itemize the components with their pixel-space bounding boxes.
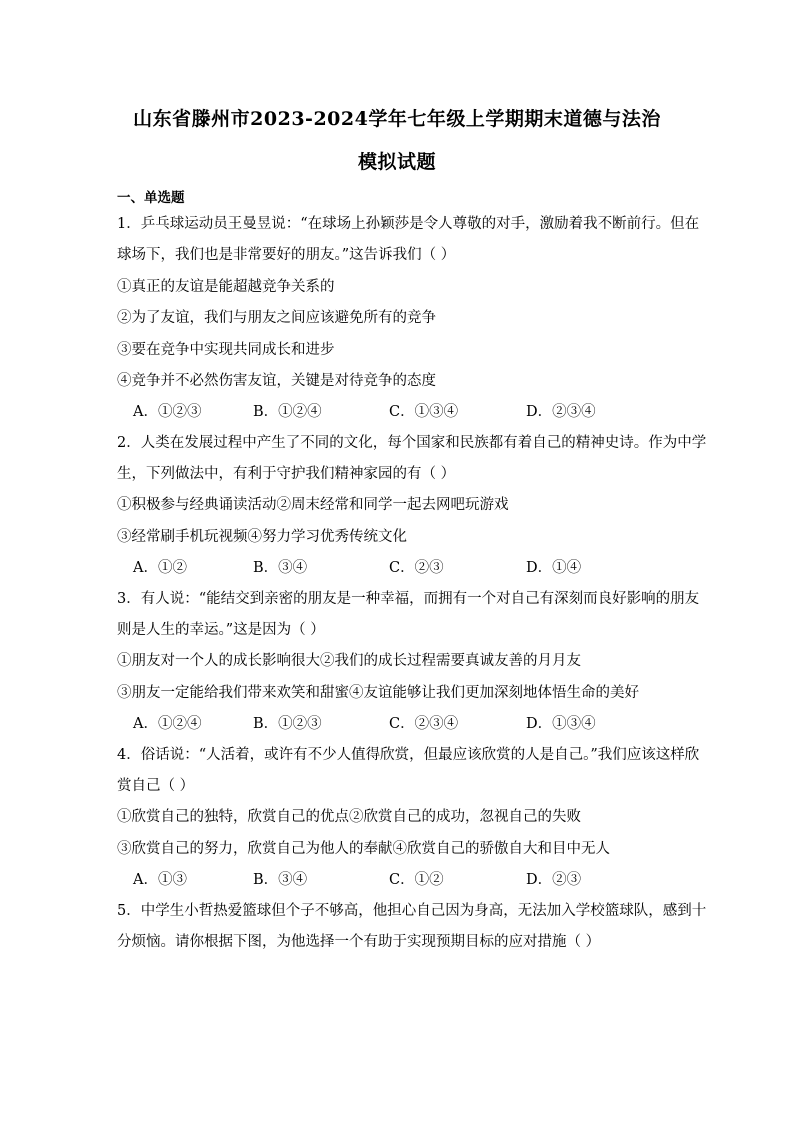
question-3-option-b[interactable]: B．①②③ — [253, 716, 322, 732]
question-2-statement-1: ①积极参与经典诵读活动②周末经常和同学一起去网吧玩游戏 — [117, 497, 509, 513]
section-heading: 一、单选题 — [117, 190, 185, 206]
question-3-stem-line-2: 则是人生的幸运。”这是因为（ ） — [117, 622, 325, 638]
question-3-options — [133, 714, 653, 734]
question-1-option-c[interactable]: C．①③④ — [389, 404, 459, 420]
question-1-statement-4: ④竞争并不必然伤害友谊，关键是对待竞争的态度 — [117, 373, 436, 389]
question-5-stem-line-2: 分烦恼。请你根据下图，为他选择一个有助于实现预期目标的应对措施（ ） — [117, 934, 601, 950]
question-1-option-b[interactable]: B．①②④ — [253, 404, 322, 420]
question-2-option-a[interactable]: A．①② — [133, 560, 187, 576]
question-2-statement-2: ③经常刷手机玩视频④努力学习优秀传统文化 — [117, 529, 407, 545]
question-1-option-a[interactable]: A．①②③ — [133, 404, 202, 420]
question-2-stem-line-1: 2．人类在发展过程中产生了不同的文化，每个国家和民族都有着自己的精神史诗。作为中学 — [117, 435, 707, 451]
question-4-options — [133, 870, 653, 890]
question-1-option-d[interactable]: D．②③④ — [526, 404, 596, 420]
question-3-statement-2: ③朋友一定能给我们带来欢笑和甜蜜④友谊能够让我们更加深刻地体悟生命的美好 — [117, 685, 639, 701]
question-4-option-c[interactable]: C．①② — [389, 872, 444, 888]
question-4-option-d[interactable]: D．②③ — [526, 872, 582, 888]
document-title: 山东省滕州市2023-2024学年七年级上学期期末道德与法治 — [133, 108, 661, 130]
question-2-option-c[interactable]: C．②③ — [389, 560, 444, 576]
question-4-option-a[interactable]: A．①③ — [133, 872, 187, 888]
question-1-statement-3: ③要在竞争中实现共同成长和进步 — [117, 342, 335, 358]
question-1-stem-line-1: 1．乒乓球运动员王曼昱说：“在球场上孙颖莎是令人尊敬的对手，激励着我不断前行。但在 — [117, 216, 700, 232]
question-2-options — [133, 558, 653, 578]
question-1-stem-line-2: 球场下，我们也是非常要好的朋友。”这告诉我们（ ） — [117, 247, 456, 263]
question-2-stem-line-2: 生，下列做法中，有利于守护我们精神家园的有（ ） — [117, 466, 456, 482]
question-3-option-c[interactable]: C．②③④ — [389, 716, 459, 732]
question-4-statement-2: ③欣赏自己的努力，欣赏自己为他人的奉献④欣赏自己的骄傲自大和目中无人 — [117, 841, 610, 857]
question-3-statement-1: ①朋友对一个人的成长影响很大②我们的成长过程需要真诚友善的月月友 — [117, 653, 581, 669]
question-1-statement-1: ①真正的友谊是能超越竞争关系的 — [117, 279, 335, 295]
document-subtitle: 模拟试题 — [357, 151, 436, 173]
question-2-option-d[interactable]: D．①④ — [526, 560, 582, 576]
question-4-stem-line-1: 4．俗话说：“人活着，或许有不少人值得欣赏，但最应该欣赏的人是自己。”我们应该这样欣 — [117, 747, 700, 763]
question-3-option-a[interactable]: A．①②④ — [133, 716, 202, 732]
question-4-stem-line-2: 赏自己（ ） — [117, 778, 195, 794]
question-4-option-b[interactable]: B．③④ — [253, 872, 308, 888]
question-5-stem-line-1: 5．中学生小哲热爱篮球但个子不够高，他担心自己因为身高，无法加入学校篮球队，感到十 — [117, 903, 707, 919]
question-4-statement-1: ①欣赏自己的独特，欣赏自己的优点②欣赏自己的成功，忽视自己的失败 — [117, 809, 581, 825]
question-1-statement-2: ②为了友谊，我们与朋友之间应该避免所有的竞争 — [117, 310, 436, 326]
question-3-stem-line-1: 3．有人说：“能结交到亲密的朋友是一种幸福，而拥有一个对自己有深刻而良好影响的朋友 — [117, 591, 700, 607]
question-1-options — [133, 402, 653, 422]
question-3-option-d[interactable]: D．①③④ — [526, 716, 596, 732]
question-2-option-b[interactable]: B．③④ — [253, 560, 308, 576]
